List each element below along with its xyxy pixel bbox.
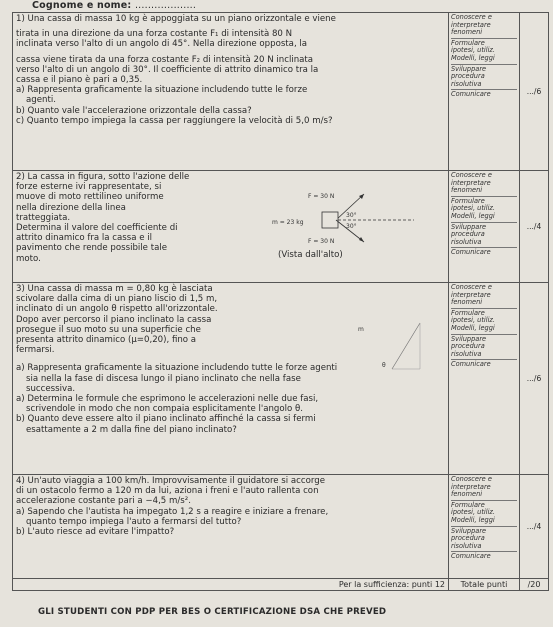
q3-line: Dopo aver percorso il piano inclinato la cassa [16,314,212,325]
competence: risolutiva [451,79,482,88]
q4-line: di un ostacolo fermo a 120 m da lui, aziona i freni e l'auto rallenta con [16,486,319,497]
competence: fenomeni [451,28,483,37]
q4-line: accelerazione costante pari a −4,5 m/s². [16,496,191,507]
competences-4 [449,475,520,579]
points-1: .../6 [520,13,549,171]
q2-line: Determina il valore del coefficiente di [16,223,178,234]
competence: Conoscere e [451,13,492,21]
incline [392,323,420,369]
q3-part-a: sia nella la fase di discesa lungo il piano inclinato che nella fase [26,373,301,384]
q1-line: inclinata verso l'alto di un angolo di 45°. Nella direzione opposta, la [16,39,308,50]
force-bottom-label: F = 30 N [308,237,335,245]
competence: Comunicare [451,247,517,257]
competence: interpretare [451,20,491,29]
q3-part-b: b) Quanto deve essere alto il piano inclinato affinché la cassa si fermi [16,414,316,425]
q2-line: tratteggiata. [16,212,71,223]
competence: Comunicare [451,359,517,369]
question-2 [13,171,449,283]
competence: risolutiva [451,349,482,358]
competence: Formulare [451,308,517,318]
competence: fenomeni [451,298,483,307]
competences-2 [449,171,520,283]
competence: fenomeni [451,490,483,499]
q2-line: forze esterne ivi rappresentate, si [16,182,162,193]
angle-bottom-label: 30° [346,222,357,230]
angle-top-label: 30° [346,211,357,219]
q4-part-b: b) L'auto riesce ad evitare l'impatto? [16,527,175,538]
competence: Formulare [451,196,517,206]
q3-part-a2: scrivendole in modo che non compaia esplicitamente l'angolo θ. [26,404,304,415]
q1-part-a: a) Rappresenta graficamente la situazione includendo tutte le forze [16,85,308,96]
competence: procedura [451,534,485,543]
competence: Conoscere e [451,475,492,483]
competence: Modelli, leggi [451,211,495,220]
name-dots: ................... [134,0,197,11]
q1-line: verso l'alto di un angolo di 30°. Il coefficiente di attrito dinamico tra la [16,64,319,75]
q1-part-b: b) Quanto vale l'accelerazione orizzontale della cassa? [16,105,252,116]
q3-part-a: successiva. [26,383,76,394]
name-field [32,0,196,11]
q2-line: 2) La cassa in figura, sotto l'azione delle [16,172,190,182]
competences-1 [449,13,520,171]
competence: risolutiva [451,541,482,550]
figure-caption: (Vista dall'alto) [278,249,343,260]
q3-part-a: a) Rappresenta graficamente la situazione includendo tutte le forze agenti [16,363,338,374]
arrowhead [359,237,364,242]
q2-line: attrito dinamico fra la cassa e il [16,233,152,244]
competence: procedura [451,342,485,351]
competence: Sviluppare [451,64,517,74]
q3-line: fermarsi. [16,345,55,356]
competence: Formulare [451,38,517,48]
force-top-label: F = 30 N [308,192,335,200]
q4-line: 4) Un'auto viaggia a 100 km/h. Improvvisamente il guidatore si accorge [16,476,326,486]
competence: Sviluppare [451,526,517,536]
q3-line: inclinato di un angolo θ rispetto all'orizzontale. [16,304,218,315]
theta-label: θ [382,362,386,370]
competence: Comunicare [451,89,517,99]
competence: interpretare [451,482,491,491]
competence: ipotesi, utiliz. [451,204,495,213]
competence: Sviluppare [451,222,517,232]
competence: risolutiva [451,237,482,246]
q1-part-c: c) Quanto tempo impiega la cassa per raggiungere la velocità di 5,0 m/s? [16,115,333,126]
exam-table [12,12,549,591]
competences-3 [449,283,520,475]
question-1 [13,13,449,171]
competence: interpretare [451,290,491,299]
competence: Modelli, leggi [451,515,495,524]
mass-label: m = 23 kg [272,218,304,226]
q2-line: nella direzione della linea [16,202,126,213]
competence: ipotesi, utiliz. [451,46,495,55]
competence: Modelli, leggi [451,53,495,62]
q3-line: prosegue il suo moto su una superficie che [16,324,201,335]
q2-line: muove di moto rettilineo uniforme [16,192,164,203]
competence: ipotesi, utiliz. [451,316,495,325]
q3-line: scivolare dalla cima di un piano liscio di 1,5 m, [16,294,218,305]
points-4: .../4 [520,475,549,579]
competence: Conoscere e [451,283,492,291]
q3-part-a2: a) Determina le formule che esprimono le accelerazioni nelle due fasi, [16,394,319,405]
q1-part-a: agenti. [26,95,56,106]
competence: Modelli, leggi [451,323,495,332]
name-label: Cognome e nome: [32,0,132,11]
q4-part-a: a) Sapendo che l'autista ha impegato 1,2 s a reagire e iniziare a frenare, [16,506,329,517]
q3-line: presenta attrito dinamico (μ=0,20), fino a [16,335,197,346]
competence: Sviluppare [451,334,517,344]
competence: Formulare [451,500,517,510]
bottom-note: GLI STUDENTI CON PDP PER BES O CERTIFICAZIONE DSA CHE PREVED [38,607,387,617]
competence: procedura [451,230,485,239]
question-4 [13,475,449,579]
q2-force-diagram [264,190,416,246]
q1-line: cassa e il piano è pari a 0,35. [16,75,143,86]
total-label: Totale punti [449,579,520,591]
competence: fenomeni [451,186,483,195]
points-3: .../6 [520,283,549,475]
q2-line: moto. [16,253,41,264]
competence: ipotesi, utiliz. [451,508,495,517]
points-2: .../4 [520,171,549,283]
q1-line: tirata in una direzione da una forza costante F₁ di intensità 80 N [16,29,293,40]
mass-label: m [358,326,364,334]
competence: interpretare [451,178,491,187]
total-points: /20 [520,579,549,591]
box [322,212,338,228]
competence: Comunicare [451,551,517,561]
q3-line: 3) Una cassa di massa m = 0,80 kg è lasciata [16,284,213,294]
q1-line: 1) Una cassa di massa 10 kg è appoggiata su un piano orizzontale e viene [16,14,336,24]
q1-line: cassa viene tirata da una forza costante F₂ di intensità 20 N inclinata [16,54,314,65]
q3-incline-diagram [354,317,424,371]
question-3 [13,283,449,475]
competence: Conoscere e [451,171,492,179]
q3-part-b: esattamente a 2 m dalla fine del piano inclinato? [26,424,237,435]
q4-part-a: quanto tempo impiega l'auto a fermarsi del tutto? [26,516,242,527]
q2-line: pavimento che rende possibile tale [16,243,168,254]
competence: procedura [451,72,485,81]
sufficiency-note: Per la sufficienza: punti 12 [13,579,449,591]
